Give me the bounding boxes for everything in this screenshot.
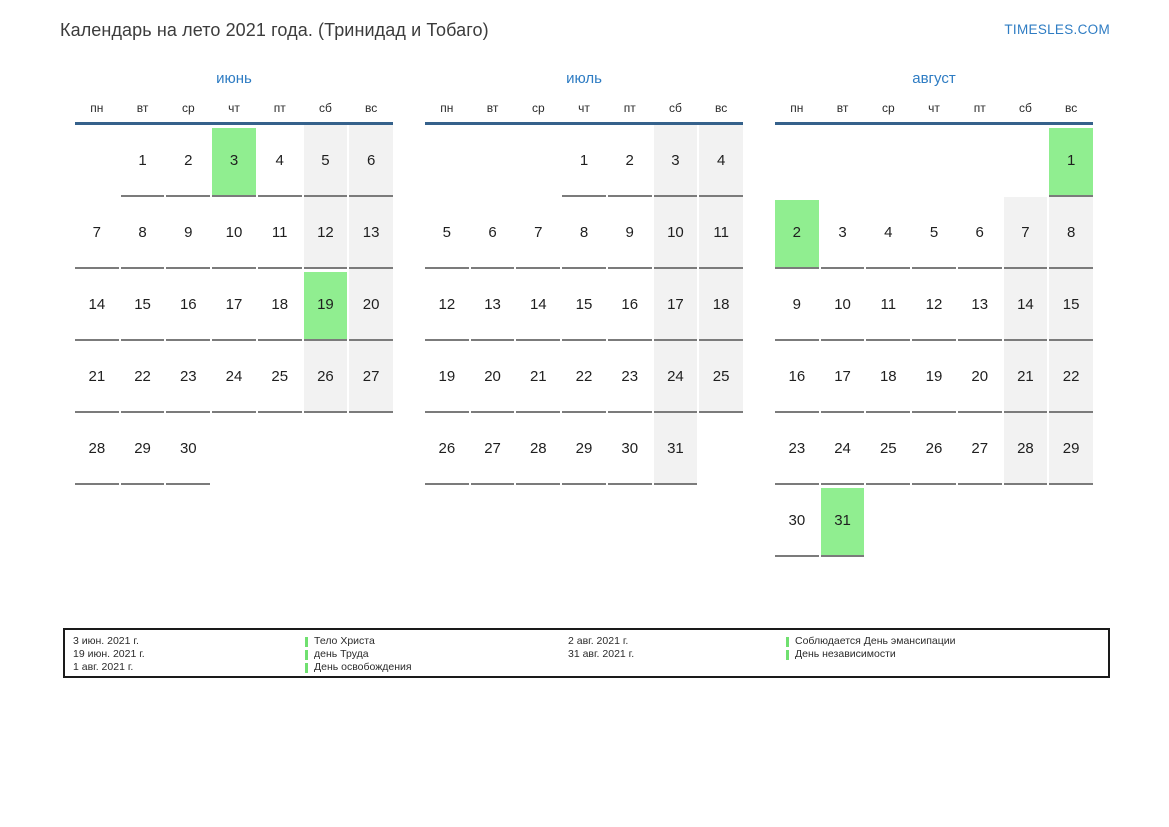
day-cell: 24 xyxy=(821,413,865,485)
day-cell: 15 xyxy=(1049,269,1093,341)
day-cell: 21 xyxy=(75,341,119,413)
day-cell-holiday: 3 xyxy=(212,125,256,197)
weekday-label: вт xyxy=(486,101,499,115)
day-cell: 11 xyxy=(258,197,302,269)
day-cell: 24 xyxy=(212,341,256,413)
day-cell: 2 xyxy=(608,125,652,197)
weekday-label: пн xyxy=(90,101,104,115)
day-cell: 13 xyxy=(349,197,393,269)
day-cell: 8 xyxy=(121,197,165,269)
day-cell: 27 xyxy=(471,413,515,485)
day-cell: 16 xyxy=(775,341,819,413)
day-cell: 6 xyxy=(349,125,393,197)
weekday-label: чт xyxy=(228,101,240,115)
day-cell: 28 xyxy=(516,413,560,485)
day-cell: 2 xyxy=(166,125,210,197)
day-cell: 25 xyxy=(699,341,743,413)
legend-date: 31 авг. 2021 г. xyxy=(568,648,635,660)
legend-item-label: Соблюдается День эмансипации xyxy=(795,635,956,647)
calendar-июнь xyxy=(75,69,393,557)
legend-item xyxy=(305,635,568,648)
legend-item xyxy=(786,648,1100,661)
empty-cell xyxy=(1004,485,1048,557)
day-cell: 29 xyxy=(121,413,165,485)
day-cell: 18 xyxy=(866,341,910,413)
empty-cell xyxy=(258,413,302,485)
weekday-label: ср xyxy=(531,101,545,115)
calendar-июль xyxy=(425,69,743,557)
empty-cell xyxy=(425,125,469,197)
weekday-label: сб xyxy=(668,101,682,115)
empty-cell xyxy=(304,413,348,485)
weekday-label: вт xyxy=(136,101,149,115)
day-cell: 26 xyxy=(425,413,469,485)
page-header xyxy=(0,0,1169,41)
empty-cell xyxy=(516,125,560,197)
day-cell: 12 xyxy=(425,269,469,341)
day-cell: 7 xyxy=(75,197,119,269)
day-cell: 18 xyxy=(699,269,743,341)
day-cell: 22 xyxy=(562,341,606,413)
day-cell: 15 xyxy=(121,269,165,341)
day-cell: 20 xyxy=(349,269,393,341)
weekday-header-row xyxy=(75,101,393,122)
day-cell: 14 xyxy=(75,269,119,341)
legend-date: 19 июн. 2021 г. xyxy=(73,648,145,660)
day-cell: 11 xyxy=(699,197,743,269)
empty-cell xyxy=(775,125,819,197)
day-cell: 29 xyxy=(1049,413,1093,485)
legend-item-label: День освобождения xyxy=(314,661,412,673)
day-cell: 24 xyxy=(654,341,698,413)
day-cell: 4 xyxy=(258,125,302,197)
day-cell: 6 xyxy=(471,197,515,269)
day-cell: 26 xyxy=(304,341,348,413)
day-cell: 17 xyxy=(654,269,698,341)
day-cell: 13 xyxy=(471,269,515,341)
day-cell: 4 xyxy=(866,197,910,269)
empty-cell xyxy=(471,125,515,197)
day-cell-holiday: 19 xyxy=(304,269,348,341)
month-title: август xyxy=(912,70,956,87)
weekday-label: вс xyxy=(715,101,728,115)
day-cell: 9 xyxy=(775,269,819,341)
day-cell: 16 xyxy=(166,269,210,341)
weekday-label: ср xyxy=(881,101,895,115)
weekday-label: сб xyxy=(1018,101,1032,115)
month-grid xyxy=(425,125,743,485)
site-link[interactable]: TIMESLES.COM xyxy=(1004,22,1110,37)
weekday-header-row xyxy=(775,101,1093,122)
day-cell: 14 xyxy=(516,269,560,341)
day-cell: 3 xyxy=(821,197,865,269)
day-cell: 18 xyxy=(258,269,302,341)
day-cell: 7 xyxy=(1004,197,1048,269)
day-cell: 16 xyxy=(608,269,652,341)
day-cell: 7 xyxy=(516,197,560,269)
day-cell-holiday: 31 xyxy=(821,485,865,557)
day-cell-holiday: 1 xyxy=(1049,125,1093,197)
legend-color-bar-icon xyxy=(305,650,308,660)
day-cell: 8 xyxy=(562,197,606,269)
empty-cell xyxy=(866,485,910,557)
empty-cell xyxy=(866,125,910,197)
weekday-label: пт xyxy=(973,101,986,115)
weekday-label: вс xyxy=(1065,101,1078,115)
empty-cell xyxy=(821,125,865,197)
day-cell: 4 xyxy=(699,125,743,197)
page-title: Календарь на лето 2021 года. (Тринидад и Тобаго) xyxy=(60,20,489,40)
empty-cell xyxy=(958,125,1002,197)
calendar-август xyxy=(775,69,1093,557)
day-cell: 30 xyxy=(166,413,210,485)
day-cell: 23 xyxy=(775,413,819,485)
day-cell: 27 xyxy=(349,341,393,413)
day-cell: 19 xyxy=(912,341,956,413)
day-cell: 14 xyxy=(1004,269,1048,341)
legend-dates-column xyxy=(73,635,305,674)
day-cell: 1 xyxy=(121,125,165,197)
day-cell: 30 xyxy=(775,485,819,557)
weekday-label: вт xyxy=(836,101,849,115)
empty-cell xyxy=(349,413,393,485)
empty-cell xyxy=(212,413,256,485)
day-cell: 21 xyxy=(1004,341,1048,413)
legend-box xyxy=(63,628,1110,678)
day-cell: 23 xyxy=(166,341,210,413)
legend-item xyxy=(305,661,568,674)
legend-color-bar-icon xyxy=(786,650,789,660)
calendars-row xyxy=(75,69,1169,557)
weekday-label: пт xyxy=(623,101,636,115)
weekday-label: пт xyxy=(273,101,286,115)
day-cell: 17 xyxy=(212,269,256,341)
day-cell: 12 xyxy=(912,269,956,341)
legend-item-label: День независимости xyxy=(795,648,896,660)
day-cell: 25 xyxy=(258,341,302,413)
weekday-header-row xyxy=(425,101,743,122)
legend-date: 3 июн. 2021 г. xyxy=(73,635,139,647)
day-cell: 21 xyxy=(516,341,560,413)
day-cell: 15 xyxy=(562,269,606,341)
empty-cell xyxy=(1049,485,1093,557)
legend-date: 1 авг. 2021 г. xyxy=(73,661,134,673)
month-title: июнь xyxy=(216,70,252,87)
empty-cell xyxy=(75,125,119,197)
day-cell: 25 xyxy=(866,413,910,485)
day-cell: 17 xyxy=(821,341,865,413)
empty-cell xyxy=(912,125,956,197)
day-cell: 22 xyxy=(121,341,165,413)
legend-item-label: Тело Христа xyxy=(314,635,375,647)
weekday-label: чт xyxy=(578,101,590,115)
day-cell: 10 xyxy=(821,269,865,341)
day-cell: 20 xyxy=(958,341,1002,413)
legend-color-bar-icon xyxy=(786,637,789,647)
weekday-label: вс xyxy=(365,101,378,115)
day-cell: 23 xyxy=(608,341,652,413)
day-cell: 10 xyxy=(654,197,698,269)
day-cell: 30 xyxy=(608,413,652,485)
day-cell: 13 xyxy=(958,269,1002,341)
day-cell: 31 xyxy=(654,413,698,485)
day-cell: 3 xyxy=(654,125,698,197)
empty-cell xyxy=(1004,125,1048,197)
legend-color-bar-icon xyxy=(305,637,308,647)
day-cell: 12 xyxy=(304,197,348,269)
legend-item-label: день Труда xyxy=(314,648,369,660)
weekday-label: чт xyxy=(928,101,940,115)
day-cell: 22 xyxy=(1049,341,1093,413)
day-cell: 29 xyxy=(562,413,606,485)
weekday-label: пн xyxy=(790,101,804,115)
month-title: июль xyxy=(566,70,602,87)
day-cell-holiday: 2 xyxy=(775,197,819,269)
day-cell: 1 xyxy=(562,125,606,197)
legend-items-column xyxy=(305,635,568,674)
day-cell: 10 xyxy=(212,197,256,269)
day-cell: 20 xyxy=(471,341,515,413)
legend-items-column xyxy=(786,635,1100,674)
day-cell: 5 xyxy=(304,125,348,197)
weekday-label: пн xyxy=(440,101,454,115)
month-grid xyxy=(775,125,1093,557)
legend-date: 2 авг. 2021 г. xyxy=(568,635,629,647)
day-cell: 5 xyxy=(912,197,956,269)
day-cell: 5 xyxy=(425,197,469,269)
empty-cell xyxy=(958,485,1002,557)
legend-item xyxy=(786,635,1100,648)
day-cell: 9 xyxy=(166,197,210,269)
weekday-label: ср xyxy=(181,101,195,115)
day-cell: 6 xyxy=(958,197,1002,269)
legend-item xyxy=(305,648,568,661)
day-cell: 11 xyxy=(866,269,910,341)
day-cell: 9 xyxy=(608,197,652,269)
day-cell: 19 xyxy=(425,341,469,413)
day-cell: 8 xyxy=(1049,197,1093,269)
month-grid xyxy=(75,125,393,485)
weekday-label: сб xyxy=(318,101,332,115)
day-cell: 26 xyxy=(912,413,956,485)
empty-cell xyxy=(699,413,743,485)
legend-dates-column xyxy=(568,635,786,674)
day-cell: 27 xyxy=(958,413,1002,485)
empty-cell xyxy=(912,485,956,557)
day-cell: 28 xyxy=(1004,413,1048,485)
legend-color-bar-icon xyxy=(305,663,308,673)
day-cell: 28 xyxy=(75,413,119,485)
